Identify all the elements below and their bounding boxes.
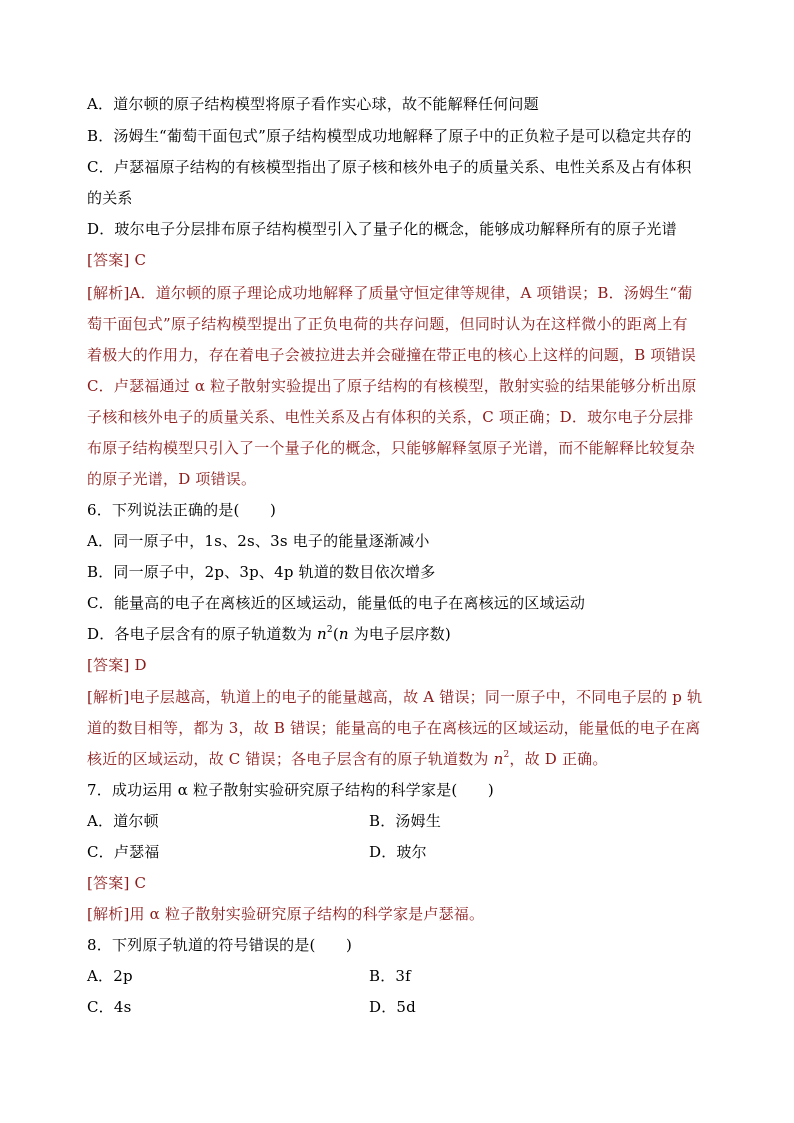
q6-analysis-line3-suffix: ，故 D 正确。 <box>509 750 608 768</box>
q6-analysis-line3 <box>87 749 608 769</box>
q6-option-c: C．能量高的电子在离核近的区域运动，能量低的电子在离核远的区域运动 <box>87 594 586 612</box>
q7-answer: [答案] C <box>87 874 147 892</box>
q7-analysis: [解析]用 α 粒子散射实验研究原子结构的科学家是卢瑟福。 <box>87 905 485 923</box>
q6-analysis-line2: 道的数目相等，都为 3，故 B 错误；能量高的电子在离核远的区域运动，能量低的电子在离 <box>87 719 701 737</box>
q5-analysis-line1: [解析]A．道尔顿的原子理论成功地解释了质量守恒定律等规律，A 项错误；B．汤姆生“葡 <box>87 284 693 302</box>
q5-option-d: D．玻尔电子分层排布原子结构模型引入了量子化的概念，能够成功解释所有的原子光谱 <box>87 220 677 238</box>
q6-option-a: A．同一原子中，1s、2s、3s 电子的能量逐渐减小 <box>87 532 430 550</box>
q6-option-d-exponent: 2 <box>326 625 333 635</box>
q8-option-b: B．3f <box>369 967 411 985</box>
q5-answer: [答案] C <box>87 251 147 269</box>
q6-stem: 6．下列说法正确的是( ) <box>87 501 277 519</box>
q6-option-d-variable-2: n <box>338 625 349 643</box>
q5-analysis-line3: 着极大的作用力，存在着电子会被拉进去并会碰撞在带正电的核心上这样的问题，B 项错误 <box>87 346 696 364</box>
q5-option-c-line1: C．卢瑟福原子结构的有核模型指出了原子核和核外电子的质量关系、电性关系及占有体积 <box>87 158 692 176</box>
q8-option-d: D．5d <box>369 998 416 1016</box>
q6-option-d-variable: n <box>317 625 327 643</box>
q8-stem: 8．下列原子轨道的符号错误的是( ) <box>87 936 353 954</box>
q6-analysis-line1: [解析]电子层越高，轨道上的电子的能量越高，故 A 错误；同一原子中，不同电子层的 p 轨 <box>87 688 703 706</box>
q5-analysis-line6: 布原子结构模型只引入了一个量子化的概念，只能够解释氢原子光谱，而不能解释比较复杂 <box>87 439 696 457</box>
q7-stem: 7．成功运用 α 粒子散射实验研究原子结构的科学家是( ) <box>87 781 494 799</box>
q5-option-b: B．汤姆生“葡萄干面包式”原子结构模型成功地解释了原子中的正负粒子是可以稳定共存的 <box>87 127 692 145</box>
q7-option-a: A．道尔顿 <box>87 812 159 830</box>
q6-option-d <box>87 624 451 644</box>
q6-option-b: B．同一原子中，2p、3p、4p 轨道的数目依次增多 <box>87 563 436 581</box>
q6-answer: [答案] D <box>87 656 147 674</box>
q7-option-d: D．玻尔 <box>369 843 427 861</box>
q5-option-c-line2: 的关系 <box>87 189 133 207</box>
q8-option-c: C．4s <box>87 998 132 1016</box>
q6-analysis-variable: n <box>493 750 504 768</box>
q5-analysis-line7: 的原子光谱，D 项错误。 <box>87 470 257 488</box>
q6-option-d-paren: ( <box>332 625 339 643</box>
q5-analysis-line2: 萄干面包式”原子结构模型提出了正负电荷的共存问题，但同时认为在这样微小的距离上有 <box>87 315 688 333</box>
q5-option-a: A．道尔顿的原子结构模型将原子看作实心球，故不能解释任何问题 <box>87 95 539 113</box>
q6-option-d-prefix: D．各电子层含有的原子轨道数为 <box>87 625 317 643</box>
q6-analysis-exponent: 2 <box>503 750 510 760</box>
q7-option-c: C．卢瑟福 <box>87 843 160 861</box>
q8-option-a: A．2p <box>87 967 133 985</box>
q7-option-b: B．汤姆生 <box>369 812 442 830</box>
q6-option-d-suffix: 为电子层序数) <box>348 625 451 643</box>
q5-analysis-line5: 子核和核外电子的质量关系、电性关系及占有体积的关系，C 项正确；D．玻尔电子分层排 <box>87 408 694 426</box>
q6-analysis-line3-prefix: 核近的区域运动，故 C 错误；各电子层含有的原子轨道数为 <box>87 750 494 768</box>
q5-analysis-line4: C．卢瑟福通过 α 粒子散射实验提出了原子结构的有核模型，散射实验的结果能够分析出原 <box>87 377 697 395</box>
